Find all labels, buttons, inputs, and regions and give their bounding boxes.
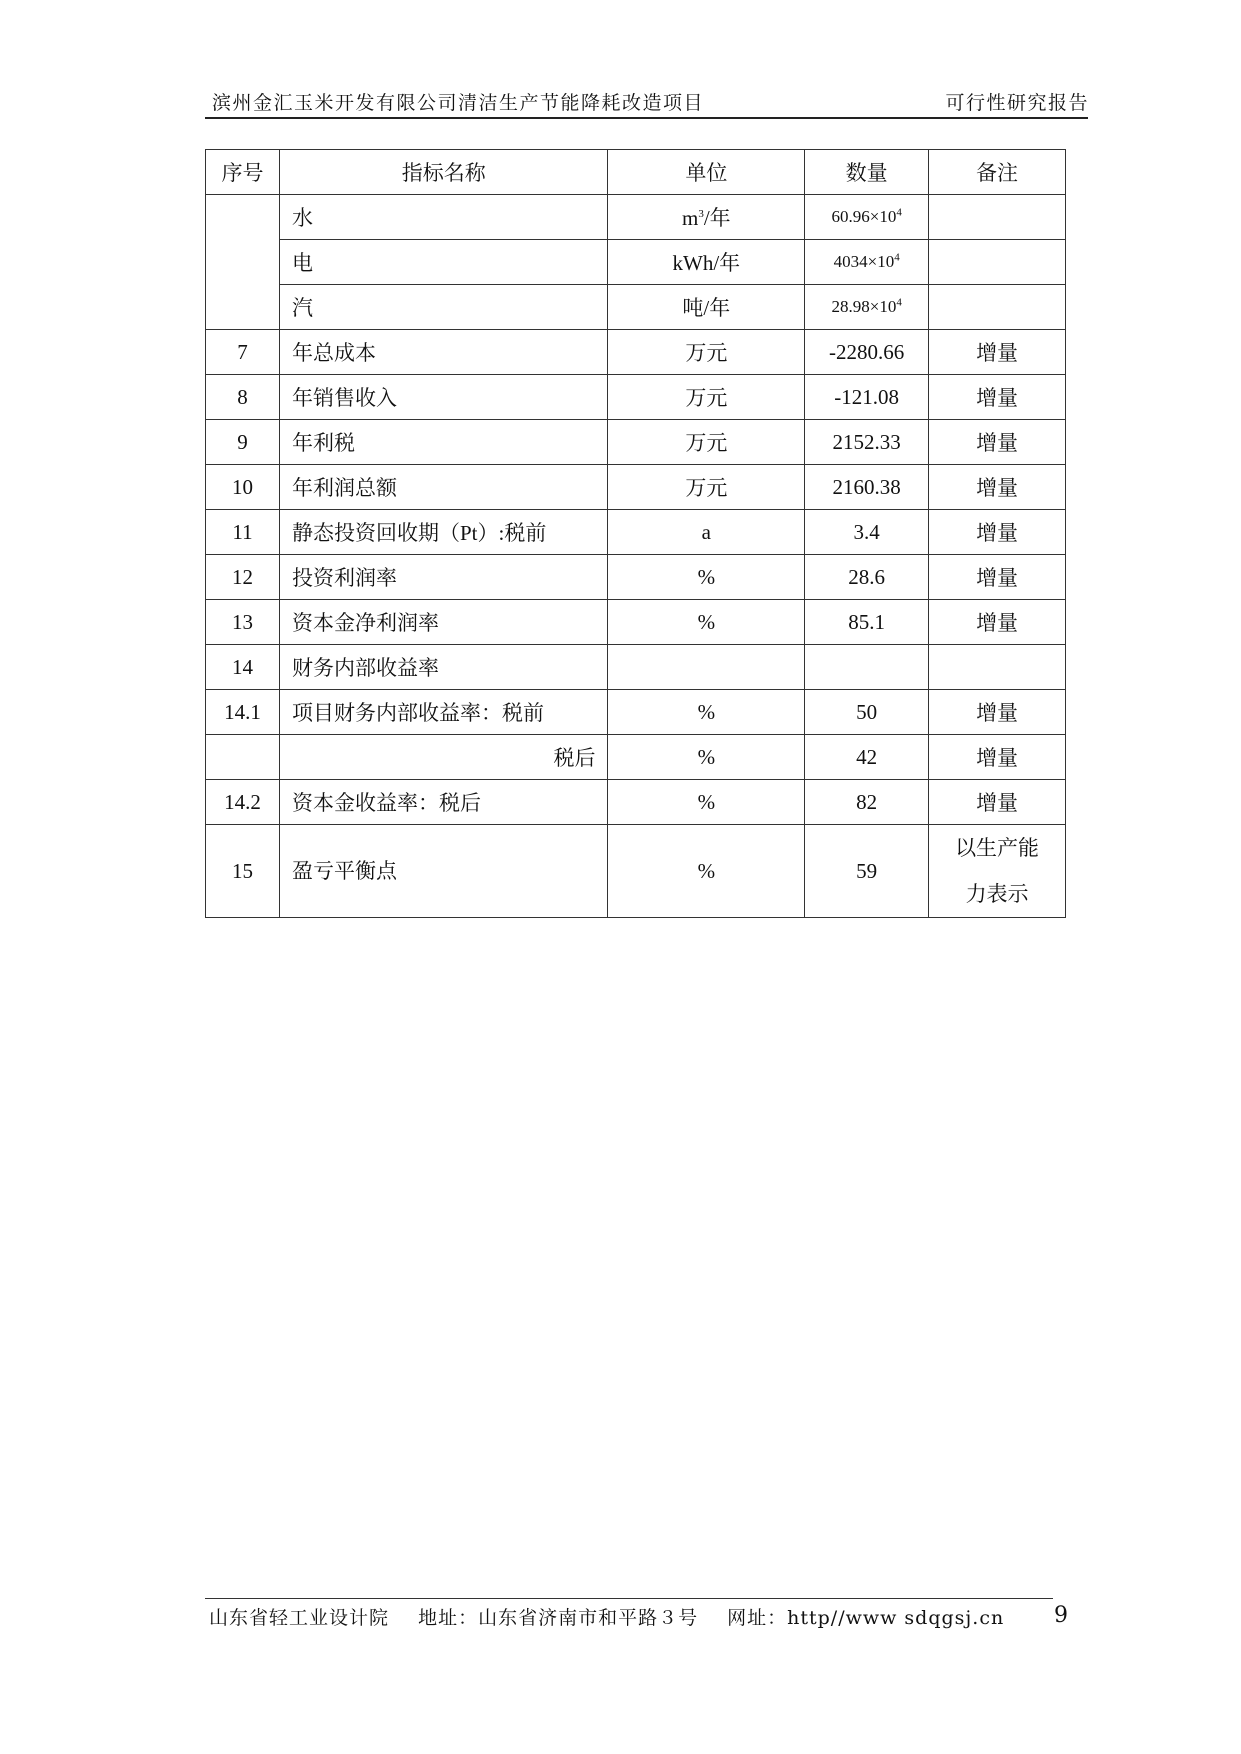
header-project-title: 滨州金汇玉米开发有限公司清洁生产节能降耗改造项目 — [212, 92, 705, 114]
note-cell: 以生产能 力表示 — [929, 825, 1066, 918]
table-row — [206, 375, 1066, 420]
table-row — [206, 240, 1066, 285]
footer-address: 地址：山东省济南市和平路３号 — [418, 1607, 699, 1629]
row-number-cell — [206, 735, 280, 780]
unit-cell: % — [608, 690, 805, 735]
footer-website: 网址：http//www sdqgsj.cn — [727, 1607, 1005, 1629]
indicator-name-cell: 盈亏平衡点 — [279, 825, 608, 918]
table-header-row — [206, 150, 1066, 195]
unit-cell: 万元 — [608, 330, 805, 375]
note-cell: 增量 — [929, 690, 1066, 735]
unit-cell: 万元 — [608, 465, 805, 510]
row-number-cell: 15 — [206, 825, 280, 918]
table-row — [206, 780, 1066, 825]
footer-divider — [205, 1598, 1053, 1599]
indicator-name-cell: 水 — [279, 195, 608, 240]
row-number-cell: 7 — [206, 330, 280, 375]
table-row — [206, 555, 1066, 600]
indicator-name-cell: 静态投资回收期（Pt）:税前 — [279, 510, 608, 555]
unit-cell: 万元 — [608, 420, 805, 465]
note-cell — [929, 240, 1066, 285]
table-row — [206, 420, 1066, 465]
table-row — [206, 195, 1066, 240]
note-cell: 增量 — [929, 330, 1066, 375]
note-cell — [929, 195, 1066, 240]
indicator-name-cell: 年利税 — [279, 420, 608, 465]
quantity-cell: 59 — [805, 825, 929, 918]
header-divider — [205, 117, 1088, 119]
table-row — [206, 510, 1066, 555]
quantity-cell: 50 — [805, 690, 929, 735]
unit-cell: % — [608, 825, 805, 918]
indicator-name-cell: 电 — [279, 240, 608, 285]
quantity-cell: -2280.66 — [805, 330, 929, 375]
indicator-name-cell: 项目财务内部收益率：税前 — [279, 690, 608, 735]
note-cell — [929, 645, 1066, 690]
quantity-cell: 85.1 — [805, 600, 929, 645]
page-footer — [209, 1603, 1026, 1630]
table-row — [206, 285, 1066, 330]
indicator-name-cell: 汽 — [279, 285, 608, 330]
table-row — [206, 825, 1066, 918]
row-number-cell: 13 — [206, 600, 280, 645]
table-row — [206, 690, 1066, 735]
row-number-cell: 11 — [206, 510, 280, 555]
table-row — [206, 330, 1066, 375]
row-number-cell: 10 — [206, 465, 280, 510]
quantity-cell: 2160.38 — [805, 465, 929, 510]
indicator-table — [205, 149, 1066, 918]
quantity-cell: 28.6 — [805, 555, 929, 600]
note-cell: 增量 — [929, 465, 1066, 510]
note-cell: 增量 — [929, 420, 1066, 465]
quantity-cell: $60.96\times 10^4$ — [805, 195, 929, 240]
quantity-cell: 42 — [805, 735, 929, 780]
quantity-cell — [805, 645, 929, 690]
indicator-name-cell: 资本金净利润率 — [279, 600, 608, 645]
note-cell: 增量 — [929, 555, 1066, 600]
indicator-name-cell: 年利润总额 — [279, 465, 608, 510]
unit-cell — [608, 645, 805, 690]
unit-cell: $m^3/$年 — [608, 195, 805, 240]
page-number: 9 — [1054, 1603, 1068, 1628]
unit-cell: % — [608, 735, 805, 780]
row-number-cell: 14.2 — [206, 780, 280, 825]
column-header: 备注 — [929, 150, 1066, 195]
column-header: 指标名称 — [279, 150, 608, 195]
column-header: 序号 — [206, 150, 280, 195]
header-report-type: 可行性研究报告 — [945, 92, 1089, 114]
unit-cell: % — [608, 600, 805, 645]
unit-cell: 万元 — [608, 375, 805, 420]
unit-cell: 吨/年 — [608, 285, 805, 330]
column-header: 单位 — [608, 150, 805, 195]
row-number-cell: 12 — [206, 555, 280, 600]
indicator-name-cell: 年总成本 — [279, 330, 608, 375]
unit-cell: kWh/年 — [608, 240, 805, 285]
note-cell: 增量 — [929, 780, 1066, 825]
quantity-cell: 3.4 — [805, 510, 929, 555]
unit-cell: a — [608, 510, 805, 555]
note-cell: 增量 — [929, 735, 1066, 780]
note-cell: 增量 — [929, 600, 1066, 645]
quantity-cell: -121.08 — [805, 375, 929, 420]
unit-cell: % — [608, 780, 805, 825]
row-number-cell: 14.1 — [206, 690, 280, 735]
table-row — [206, 645, 1066, 690]
quantity-cell: $4034\times 10^4$ — [805, 240, 929, 285]
footer-institute: 山东省轻工业设计院 — [209, 1607, 390, 1629]
table-row — [206, 735, 1066, 780]
indicator-name-cell: 税后 — [279, 735, 608, 780]
row-number-cell: 8 — [206, 375, 280, 420]
column-header: 数量 — [805, 150, 929, 195]
row-number-cell: 14 — [206, 645, 280, 690]
quantity-cell: 2152.33 — [805, 420, 929, 465]
indicator-name-cell: 年销售收入 — [279, 375, 608, 420]
table-row — [206, 465, 1066, 510]
row-number-cell — [206, 195, 280, 330]
table-row — [206, 600, 1066, 645]
indicator-name-cell: 投资利润率 — [279, 555, 608, 600]
row-number-cell: 9 — [206, 420, 280, 465]
quantity-cell: $28.98\times 10^4$ — [805, 285, 929, 330]
unit-cell: % — [608, 555, 805, 600]
note-cell — [929, 285, 1066, 330]
quantity-cell: 82 — [805, 780, 929, 825]
indicator-name-cell: 资本金收益率：税后 — [279, 780, 608, 825]
note-cell: 增量 — [929, 510, 1066, 555]
note-cell: 增量 — [929, 375, 1066, 420]
indicator-name-cell: 财务内部收益率 — [279, 645, 608, 690]
